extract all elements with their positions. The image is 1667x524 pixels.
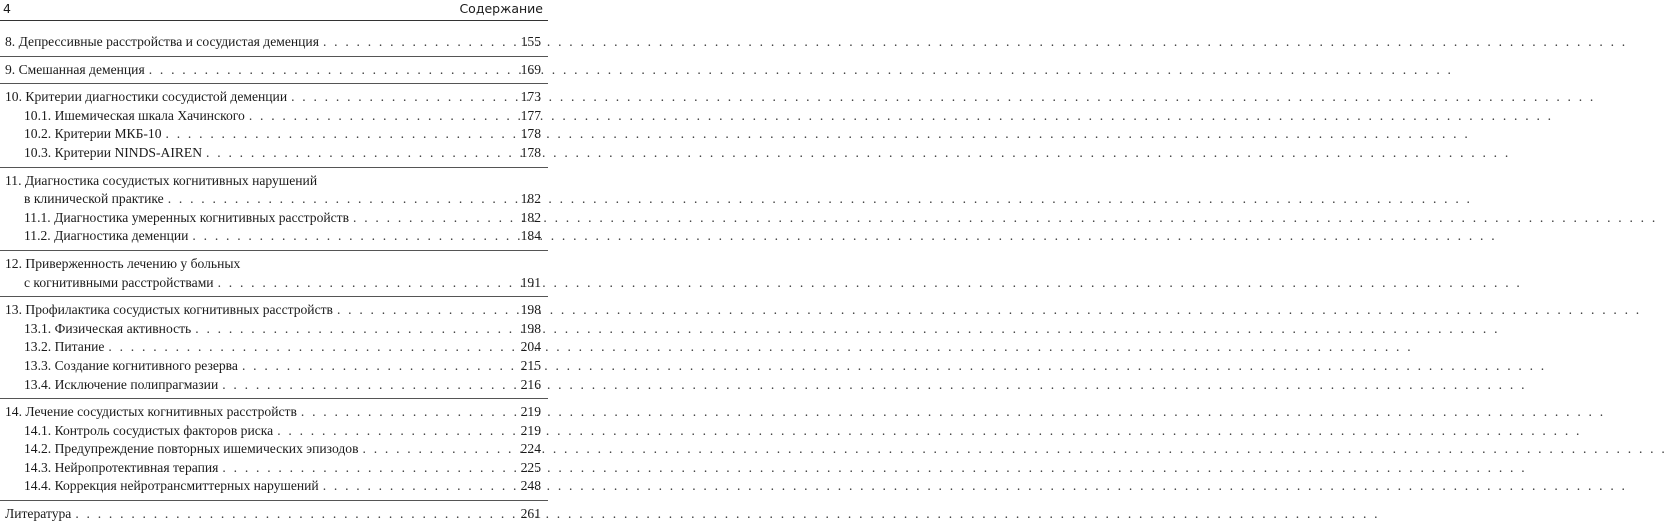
entry-page-number: 184 — [520, 228, 541, 244]
toc-subentry[interactable] — [0, 338, 548, 357]
toc-subentry[interactable] — [0, 357, 548, 376]
toc-section-g11 — [0, 172, 548, 246]
entry-page-number: 198 — [520, 302, 541, 318]
entry-page-number: 169 — [520, 61, 541, 77]
entry-page-number: 219 — [520, 404, 541, 420]
entry-page-number: 225 — [520, 459, 541, 475]
section-divider — [0, 83, 548, 84]
entry-title: 13.2. Питание — [24, 339, 105, 355]
dot-leader — [349, 209, 520, 228]
section-divider — [0, 56, 548, 57]
entry-title: 10.3. Критерии NINDS-AIREN — [24, 144, 203, 160]
section-divider — [0, 250, 548, 251]
entry-page-number: 219 — [520, 422, 541, 438]
toc-subentry[interactable] — [0, 209, 548, 228]
entry-title: в клинической практике — [24, 191, 164, 207]
entry-page-number: 261 — [520, 506, 541, 522]
toc-subentry[interactable] — [0, 459, 548, 478]
entry-title: 8. Депрессивные расстройства и сосудистая деменция — [5, 34, 319, 49]
dot-leader — [145, 61, 520, 80]
toc-subentry[interactable] — [0, 144, 548, 163]
toc-section-g10 — [0, 88, 548, 162]
toc-entry[interactable] — [0, 403, 548, 422]
entry-title: 13.4. Исключение полипрагмазии — [24, 376, 219, 392]
section-divider — [0, 167, 548, 168]
entry-title: 13.1. Физическая активность — [24, 320, 192, 336]
page-header — [0, 0, 548, 22]
entry-page-number: 173 — [520, 89, 541, 105]
entry-title: с когнитивными расстройствами — [24, 274, 214, 290]
toc-subentry[interactable] — [0, 440, 548, 459]
table-of-contents — [0, 33, 548, 524]
toc-entry[interactable] — [0, 274, 548, 293]
entry-page-number: 248 — [520, 478, 541, 494]
toc-subentry[interactable] — [0, 107, 548, 126]
entry-title: 10.1. Ишемическая шкала Хачинского — [24, 107, 245, 123]
toc-entry[interactable] — [0, 61, 548, 80]
entry-page-number: 204 — [520, 339, 541, 355]
dot-leader — [238, 357, 520, 376]
toc-subentry[interactable] — [0, 320, 548, 339]
toc-entry[interactable] — [0, 255, 548, 274]
toc-entry[interactable] — [0, 33, 548, 52]
entry-title: 12. Приверженность лечению у больных — [5, 255, 241, 271]
entry-page-number: 178 — [520, 126, 541, 142]
entry-page-number: 177 — [520, 107, 541, 123]
dot-leader — [319, 33, 520, 52]
entry-page-number: 191 — [520, 274, 541, 290]
toc-entry[interactable] — [0, 88, 548, 107]
dot-leader — [319, 477, 520, 496]
entry-page-number: 198 — [520, 320, 541, 336]
toc-entry[interactable] — [0, 190, 548, 209]
entry-title: 14.2. Предупреждение повторных ишемических эпизодов — [24, 441, 359, 457]
dot-leader — [104, 338, 519, 357]
toc-section-g14 — [0, 403, 548, 496]
entry-title: Литература — [5, 506, 72, 522]
dot-leader — [297, 403, 520, 422]
dot-leader — [245, 107, 520, 126]
section-divider — [0, 296, 548, 297]
dot-leader — [359, 440, 520, 459]
entry-page-number: 224 — [520, 441, 541, 457]
dot-leader — [71, 505, 519, 524]
dot-leader — [214, 274, 520, 293]
entry-title: 14.4. Коррекция нейротрансмиттерных нарушений — [24, 478, 319, 494]
toc-section-g8 — [0, 33, 548, 52]
section-divider — [0, 500, 548, 501]
dot-leader — [333, 301, 520, 320]
entry-page-number: 182 — [520, 191, 541, 207]
entry-title: 9. Смешанная деменция — [5, 61, 145, 77]
entry-page-number: 155 — [520, 34, 541, 49]
toc-section-g9 — [0, 61, 548, 80]
entry-page-number: 178 — [520, 144, 541, 160]
toc-subentry[interactable] — [0, 376, 548, 395]
toc-subentry[interactable] — [0, 422, 548, 441]
entry-title: 10. Критерии диагностики сосудистой деменции — [5, 89, 288, 105]
toc-subentry[interactable] — [0, 125, 548, 144]
dot-leader — [164, 190, 520, 209]
dot-leader — [218, 376, 519, 395]
entry-title: 14. Лечение сосудистых когнитивных расстройств — [5, 404, 297, 420]
dot-leader — [273, 422, 519, 441]
page-number: 4 — [3, 1, 11, 16]
running-header-title: Содержание — [459, 1, 543, 16]
entry-title: 14.1. Контроль сосудистых факторов риска — [24, 422, 274, 438]
dot-leader — [191, 320, 519, 339]
dot-leader — [188, 227, 519, 246]
header-rule — [0, 20, 548, 21]
section-divider — [0, 398, 548, 399]
dot-leader — [287, 88, 520, 107]
dot-leader — [162, 125, 520, 144]
toc-section-g12 — [0, 255, 548, 292]
toc-section-lit — [0, 505, 548, 524]
dot-leader — [218, 459, 519, 478]
dot-leader — [202, 144, 520, 163]
toc-entry[interactable] — [0, 505, 548, 524]
toc-entry[interactable] — [0, 172, 548, 191]
entry-page-number: 215 — [520, 357, 541, 373]
toc-subentry[interactable] — [0, 477, 548, 496]
toc-entry[interactable] — [0, 301, 548, 320]
entry-page-number: 216 — [520, 376, 541, 392]
toc-subentry[interactable] — [0, 227, 548, 246]
entry-title: 14.3. Нейропротективная терапия — [24, 459, 219, 475]
entry-title: 11. Диагностика сосудистых когнитивных нарушений — [5, 172, 318, 188]
entry-title: 11.1. Диагностика умеренных когнитивных расстройств — [24, 209, 350, 225]
entry-title: 10.2. Критерии МКБ-10 — [24, 126, 162, 142]
entry-title: 13.3. Создание когнитивного резерва — [24, 357, 238, 373]
entry-title: 11.2. Диагностика деменции — [24, 228, 189, 244]
entry-page-number: 182 — [520, 209, 541, 225]
toc-section-g13 — [0, 301, 548, 394]
entry-title: 13. Профилактика сосудистых когнитивных расстройств — [5, 302, 333, 318]
